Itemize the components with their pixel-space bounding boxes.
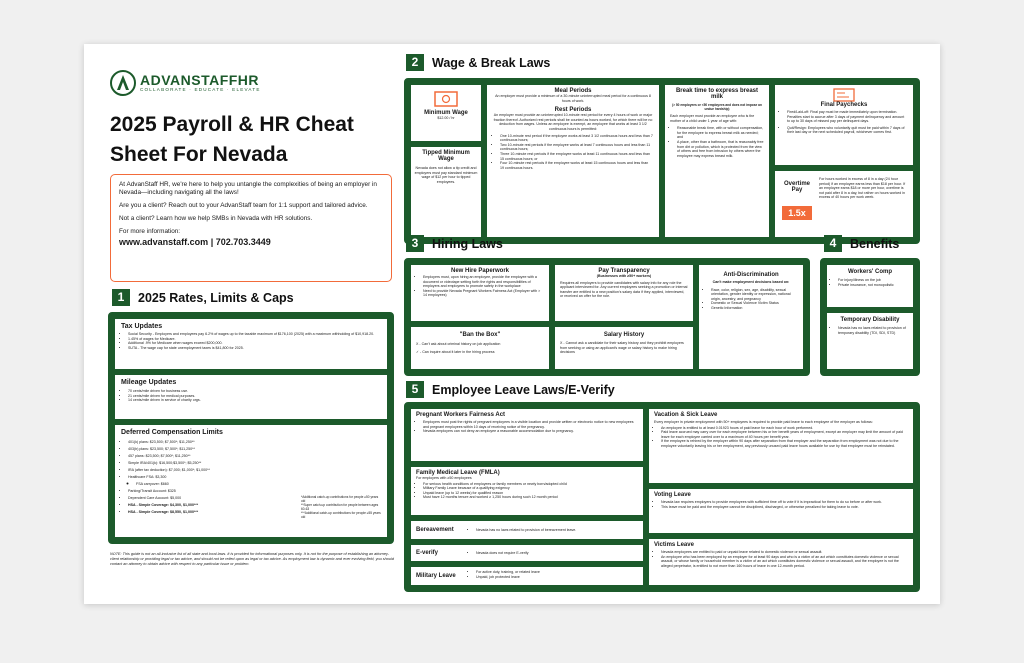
pay-transparency-card [554,264,694,322]
tipped-wage-title: Tipped Minimum Wage [422,150,470,162]
footnote: **Super catch-up contribution for people between ages 60-63 [301,503,379,511]
pwfa-card [410,408,644,462]
section-5-title: Employee Leave Laws/E-Verify [432,383,615,397]
list-item: • SUTA - The wage cap for state unemployment taxes is $41,800 for 2025. [128,346,381,351]
list-item: • For active duty, training, or related leave [476,570,540,575]
ban-the-box-item: X - Can't ask about criminal history on job application [416,342,501,346]
list-item: • If the employee is rehired by the employer within 90 days after separation from that employer and the separation from employment was not due to the employee voluntarily leaving his or her employment, any previously unused paid leave hours available for use by that employee must be reinstated. [661,439,908,448]
breast-milk-title: Break time to express breast milk [675,88,759,100]
list-item: • 70 cents/mile driven for business use. [128,389,381,394]
everify-title: E-verify [416,550,439,556]
min-wage-title: Minimum Wage [424,110,468,116]
list-item: • Four 10-minute rest periods if the employee works at least 15 continuous hours and less than 19 continuous hours. [500,161,653,170]
logo-mark-icon [110,70,136,96]
salary-history-title: Salary History [603,332,645,338]
section-4-number: 4 [824,235,842,252]
list-item: • IRA (after tax deduction): $7,000; $1,000*; $1,000** [128,467,291,474]
list-item: • Dependent Care Account: $5,000 [128,495,291,502]
voting-card [648,488,914,534]
list-item: • Nevada does not require E-verify [476,551,529,556]
list-item: • An employee is entitled to at least 0.01923 hours of paid leave for each hour of work performed. [661,426,908,431]
anti-discrimination-title: Anti-Discrimination [723,272,779,278]
leave-panel [404,402,920,592]
list-item: • Social Security - Employers and employees pay 6.2% of wages up to the taxable maximum of $176,100 (2025) with a maximum withholding of $10,918.20. [128,332,381,337]
mileage-card [114,374,388,420]
anti-discrimination-sub: Can't make employment decisions based on: [712,280,790,284]
intro-p1: At AdvanStaff HR, we're here to help you untangle the complexities of being an employer in Nevada—including navigating all the laws! [119,181,377,196]
intro-p4: For more information: [119,228,181,235]
ban-the-box-title: "Ban the Box" [459,332,501,338]
list-item: • Nevada has no laws related to provision of bereavement leave. [476,528,576,533]
overtime-title: Overtime Pay [783,181,810,193]
section-3-title: Hiring Laws [432,237,503,251]
section-2-title: Wage & Break Laws [432,56,551,70]
list-item: • Need to provide Nevada Pregnant Workers Fairness Act (Employer with > 14 employees) [423,289,544,298]
list-item: • Nevada employees are entitled to paid or unpaid leave related to domestic violence or sexual assault. [661,550,908,555]
logo-name: ADVANSTAFFHR [140,72,260,88]
military-card [410,566,644,586]
victims-title: Victims Leave [654,542,694,548]
tipped-wage-card [410,146,482,238]
list-item: • HSA - Simple Coverage: $4,300, $1,000*** [128,502,291,509]
contact-info[interactable]: www.advanstaff.com | 702.703.3449 [119,237,271,247]
rest-periods-title: Rest Periods [554,107,592,114]
mileage-title: Mileage Updates [121,379,177,386]
ban-the-box-item: ✓ - Can inquire about it later in the hiring process [416,349,495,354]
temp-disability-title: Temporary Disability [840,317,900,323]
section-4-title: Benefits [850,237,900,251]
list-item: ◦ FSA carryover: $660 [136,481,291,488]
wage-panel [404,78,920,244]
intro-p3: Not a client? Learn how we help SMBs in Nevada with HR solutions. [119,215,313,222]
list-item: • Simple IRA/401(k): $16,500;$3,500*; $5,250** [128,460,291,467]
list-item: • Domestic or Sexual Violence Victim Status [711,301,798,306]
final-paychecks-card [774,84,914,166]
list-item: • For injury/illness on the job [838,278,909,283]
disclaimer: NOTE: This guide is not an all-inclusive list of all state and local laws. It is provided for informational purposes only. It is not for the purpose of establishing an attorney-client relationship or providing legal or tax advice, and should not be relied upon as legal or tax advice. As employment law is dynamic and ever evolving field, you should contact an attorney to obtain advice with respect to any particular issue or problem. [110,552,394,566]
logo [110,70,290,96]
list-item: • Unpaid, job protected leave [476,575,540,580]
everify-card [410,544,644,562]
paycheck-icon [833,88,855,102]
voting-title: Voting Leave [654,492,691,498]
intro-p2: Are you a client? Reach out to your AdvanStaff team for 1:1 support and tailored advice. [119,202,368,209]
intro-box [110,174,392,282]
list-item: • Employers must, upon hiring an employee, provide the employee with a document or videotape setting forth the rights and responsibilities of employers and employees to promote safety in the workplace [423,275,544,289]
breast-milk-sub: (> 50 employees or <50 employees and does not impose an undue hardship) [672,103,762,111]
money-icon [433,90,459,108]
list-item: • Fired/Laid-off: Final pay must be made immediately upon termination. Penalties start to accrue after 3 days of payment delinquency and amount to up to 30 days of missed pay per delinquent days. [787,110,908,124]
meal-periods-text: An employer must provide a minimum of a 30-minute uninterrupted meal period for a continuous 8 hours of work. [495,94,651,103]
list-item: • A place, other than a bathroom, that is reasonably free from dirt or pollution, which is protected from the view of others and free from intrusion by others where the employee may express breast milk. [677,140,764,158]
bereavement-card [410,520,644,540]
list-item: • Nevada employers can not deny an employee a reasonable accommodation due to pregnancy. [423,429,638,434]
fmla-card [410,466,644,516]
list-item: • 403(b) plans: $23,500; $7,500*; $11,250** [128,446,291,453]
breast-milk-card [664,84,770,238]
overtime-card [774,170,914,238]
page-title: 2025 Payroll & HR Cheat Sheet For Nevada [110,113,354,166]
workers-comp-card [826,264,914,308]
list-item: • An employee who has been employed by an employer for at least 90 days and who is a victim of an act which constitutes domestic violence or sexual assault, or whose family or household member is a victim of an act which constitutes domestic violence or sexual assault, and the employee is not the alleged perpetrator, is entitled to not more than 160 hours of leave in one 12-month period. [661,555,908,569]
vacation-text: Every employer in private employment with 50+ employees is required to provide paid leave to each employee of the employer as follows: [654,420,873,424]
fmla-title: Family Medical Leave (FMLA) [416,470,500,476]
military-title: Military Leave [416,573,456,579]
pay-transparency-title: Pay Transparency [598,268,650,274]
workers-comp-title: Workers' Comp [848,269,892,275]
anti-discrimination-card [698,264,804,370]
list-item: • Race, color, religion, sex, age, disability, sexual orientation, gender identity or expression, national origin, ancestry, and pregnancy [711,288,798,302]
section-1-title: 2025 Rates, Limits & Caps [138,291,294,305]
list-item: • Nevada has no laws related to provision of temporary disability (TDI, SDI, STD) [838,326,909,335]
hiring-panel [404,258,810,376]
section-3-number: 3 [406,235,424,252]
pay-transparency-text: Requires all employers to provide candidates with salary info for any role the applicant interviewed for. Any current employees seeking a promotion or internal transfer are entitled to a new position's salary data if they applied, interviewed, or received an offer for the role. [560,280,688,299]
list-item: • Private insurance, not monopolistic [838,283,909,288]
breast-milk-text: Each employer must provide an employee who is the mother of a child under 1 year of age with: [670,114,755,123]
list-item: • 21 cents/mile driven for medical purposes. [128,394,381,399]
list-item: • Quit/Resign: Employees who voluntarily quit must be paid within 7 days of their last day or the next scheduled payroll, whichever comes first. [787,126,908,135]
min-wage-value: $12.00 / hr [437,116,455,120]
cheat-sheet [84,44,940,604]
list-item: • 457 plans: $23,500; $7,500*; $11,250** [128,453,291,460]
list-item: • Reasonable break time, with or without compensation, for the employee to express breast milk as needed; and [677,126,764,140]
section-1-number: 1 [112,289,130,306]
list-item: • Military Family Leave because of a qualifying exigency [423,486,638,491]
list-item: • HSA - Simple Coverage: $8,550, $1,000*** [128,509,291,516]
temp-disability-card [826,312,914,370]
vacation-card [648,408,914,484]
list-item: • Paid leave accrued may carry over for each employee between his or her benefit years of employment, except an employer may limit the amount of paid leave for each employee carried over to a maximum of 40 hours per benefit year. [661,430,908,439]
list-item: • This leave must be paid and the employee cannot be disciplined, discharged, or otherwise penalized for taking leave to vote. [661,505,908,510]
new-hire-card [410,264,550,322]
list-item: • Two 10-minute rest periods if the employee works at least 7 continuous hours and less than 11 continuous hours; [500,143,653,152]
pwfa-title: Pregnant Workers Fairness Act [416,412,506,418]
tipped-wage-text: Nevada does not allow a tip credit and employers must pay standard minimum wage of $12 per hour to tipped employees. [414,166,478,184]
deferred-title: Deferred Compensation Limits [121,429,223,436]
list-item: • Three 10-minute rest periods if the employee works at least 11 continuous hours and less than 15 continuous hours; or [500,152,653,161]
list-item: • Must have 12 months tenure and worked ≥ 1,250 hours during such 12 month period [423,495,638,500]
deferred-comp-card [114,424,388,538]
list-item: • For serious health conditions of employees or family members or newly born/adopted child [423,482,638,487]
salary-history-text: X - Cannot ask a candidate for their salary history and they prohibit employers from seeking or using an applicant's wage or salary history to make hiring decisions [560,341,684,355]
section-2-number: 2 [406,54,424,71]
rest-periods-text: An employer must provide an uninterrupted 10-minute rest period for every 4 hours of work or major fraction thereof. Authorized rest periods shall be counted as hours worked, for which there will be no deduction from wages. Unless an employee is exempt, an employee that works at least 3 1/2 continuous hours is permitted: [493,113,653,131]
list-item: • 1.45% of wages for Medicare. [128,337,381,342]
list-item: • 401(k) plans: $23,500; $7,500*; $11,250** [128,439,291,446]
final-paychecks-title: Final Paychecks [820,102,868,108]
list-item: • Unpaid leave (up to 12 weeks) for qualified reason [423,491,638,496]
min-wage-card [410,84,482,142]
list-item: • Parking/Transit Account: $325 [128,488,291,495]
list-item: • Employers must post the rights of pregnant employees in a visible location and provide written or electronic notice to new employees and pregnant employees within 10 days of receiving notice of the pregnancy. [423,420,638,429]
pay-transparency-sub: (Businesses with ≥50+ workers) [596,274,652,278]
salary-history-card [554,326,694,370]
list-item: • 14 cents/mile driven in service of charity orgs. [128,398,381,403]
benefits-panel [820,258,920,376]
tax-updates-card [114,318,388,370]
list-item: • Healthcare FSA: $3,300 [128,474,291,481]
ban-the-box-card [410,326,550,370]
rates-panel [108,312,394,544]
footnote: *Additional catch-up contributions for people ≥50 years old [301,495,379,503]
vacation-title: Vacation & Sick Leave [654,412,718,418]
list-item: • One 10-minute rest period if the employee works at least 3 1/2 continuous hours and less than 7 continuous hours; [500,134,653,143]
bereavement-title: Bereavement [416,527,454,533]
new-hire-title: New Hire Paperwork [450,268,510,274]
overtime-badge: 1.5x [782,206,812,220]
meal-periods-title: Meal Periods [554,88,592,94]
logo-tagline: COLLABORATE · EDUCATE · ELEVATE [140,87,261,92]
section-5-number: 5 [406,381,424,398]
meal-rest-card [486,84,660,238]
list-item: • Genetic Information [711,306,798,311]
list-item: • Nevada law requires employers to provide employees with sufficient time off to vote if it is impractical for them to do so before or after work. [661,500,908,505]
fmla-sub: For employers with ≥50 employees [416,476,472,480]
overtime-text: For hours worked in excess of 8 in a day (24 hour period) if an employee earns less than $18 per hour. If an employee earns $18 or more per hour, overtime is not paid after 8 in a day, but rather on hours worked in excess of 40 hours per work week. [819,177,906,200]
footnote: ***Additional catch-up contributions for people ≥55 years old [301,511,381,519]
list-item: • Additional .9% for Medicare when wages exceed $200,000. [128,341,381,346]
victims-card [648,538,914,586]
tax-updates-title: Tax Updates [121,323,163,330]
